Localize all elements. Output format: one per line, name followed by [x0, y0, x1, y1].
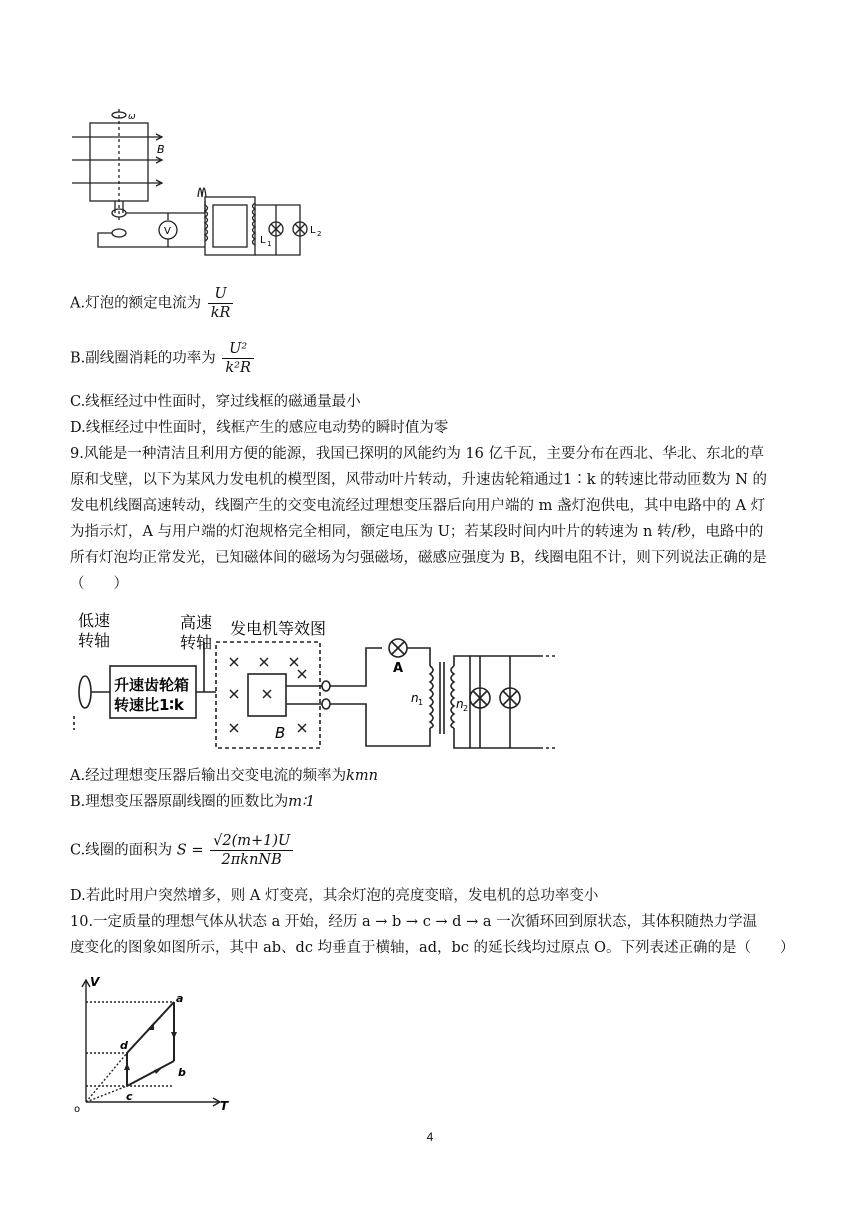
q9-option-b — [70, 792, 315, 812]
q8-option-a — [70, 285, 233, 322]
q9-option-c — [70, 832, 293, 869]
q9-option-c-text: C.线圈的面积为 — [70, 842, 173, 859]
q8-option-b-text: B.副线圈消耗的功率为 — [70, 350, 216, 367]
field-b-label: B — [157, 143, 165, 156]
q9-option-a — [70, 766, 378, 786]
gearbox-label-1: 升速齿轮箱 — [114, 676, 190, 694]
bulb-l1-label: L — [260, 235, 266, 246]
q8-option-b — [70, 340, 254, 377]
omega-label: ω — [128, 112, 136, 122]
q8-option-b-fraction — [222, 340, 254, 377]
axis-v-label: V — [90, 975, 100, 989]
bulb-l1-sub: 1 — [267, 240, 272, 248]
q8-option-a-den: kR — [210, 305, 231, 321]
q9-option-c-fraction — [210, 832, 293, 869]
q8-option-a-fraction — [208, 285, 234, 322]
origin-label: o — [74, 1104, 81, 1112]
field-b-label: B — [275, 724, 286, 742]
low-speed-label-1: 低速 — [78, 611, 111, 630]
axis-t-label: T — [220, 1099, 229, 1112]
q9-option-c-den: 2πknNB — [221, 852, 282, 868]
q8-option-b-num: U² — [222, 340, 254, 359]
q9-option-a-text: A.经过理想变压器后输出交变电流的频率为 — [70, 768, 347, 784]
q10-stem-line-1: 10.一定质量的理想气体从状态 a 开始，经历 a → b → c → d → a 一次循环回到原状态，其体积随热力学温 — [70, 914, 758, 930]
q9-option-a-value: kmn — [346, 768, 378, 784]
n2-sub: 2 — [463, 704, 469, 713]
q8-option-d: D.线框经过中性面时，线框产生的感应电动势的瞬时值为零 — [70, 420, 449, 436]
state-b-label: b — [178, 1066, 186, 1079]
state-d-label: d — [120, 1039, 128, 1052]
high-speed-label-1: 高速 — [180, 613, 213, 632]
q8-option-a-text: A.灯泡的额定电流为 — [70, 295, 202, 312]
voltmeter-label: V — [164, 226, 171, 237]
page-number: 4 — [426, 1130, 434, 1144]
generator-label: 发电机等效图 — [230, 619, 327, 638]
q9-stem-line-3: 发电机线圈高速转动，线圈产生的交变电流经过理想变压器后向用户端的 m 盏灯泡供电，其中电路中的 A 灯 — [70, 498, 766, 514]
low-speed-label-2: 转轴 — [78, 631, 111, 650]
q8-option-a-num: U — [208, 285, 234, 304]
q9-option-d: D.若此时用户突然增多，则 A 灯变亮，其余灯泡的亮度变暗，发电机的总功率变小 — [70, 888, 599, 904]
q9-wind-generator-figure — [70, 604, 560, 760]
q8-generator-circuit-figure — [70, 105, 340, 275]
n2-label: n — [456, 697, 464, 711]
n1-sub: 1 — [418, 698, 424, 707]
q10-stem-line-2: 度变化的图象如图所示，其中 ab、dc 均垂直于横轴，ad，bc 的延长线均过原点 O。下列表述正确的是（ ） — [70, 940, 795, 956]
indicator-a-label: A — [393, 661, 404, 676]
q9-option-c-lhs: S = — [176, 842, 204, 859]
q9-stem-line-5: 所有灯泡均正常发光，已知磁体间的磁场为匀强磁场，磁感应强度为 B，线圈电阻不计，则下列说法正确的是 — [70, 550, 767, 566]
q9-stem-line-4: 为指示灯，A 与用户端的灯泡规格完全相同，额定电压为 U；若某段时间内叶片的转速为 n 转/秒，电路中的 — [70, 524, 764, 540]
q9-stem-line-2: 原和戈壁，以下为某风力发电机的模型图，风带动叶片转动，升速齿轮箱通过1∶k 的转速比带动匝数为 N 的 — [70, 472, 768, 488]
bulb-l2-label: L — [310, 225, 316, 236]
gearbox-label-2: 转速比1∶k — [114, 696, 184, 714]
q9-stem-line-1: 9.风能是一种清洁且利用方便的能源，我国已探明的风能约为 16 亿千瓦，主要分布在西北、华北、东北的草 — [70, 446, 764, 462]
q10-vt-graph-figure — [70, 972, 240, 1112]
state-c-label: c — [126, 1090, 133, 1103]
high-speed-label-2: 转轴 — [180, 633, 213, 652]
n1-label: n — [411, 691, 419, 705]
q9-stem-line-6: （ ） — [70, 576, 128, 592]
q9-option-c-num: √2(m+1)U — [210, 832, 293, 851]
q9-option-b-value: m∶1 — [288, 794, 316, 810]
state-a-label: a — [176, 992, 184, 1005]
q8-option-c: C.线框经过中性面时，穿过线框的磁通量最小 — [70, 394, 361, 410]
bulb-l2-sub: 2 — [317, 230, 322, 238]
q8-option-b-den: k²R — [225, 360, 251, 376]
q9-option-b-text: B.理想变压器原副线圈的匝数比为 — [70, 794, 289, 810]
